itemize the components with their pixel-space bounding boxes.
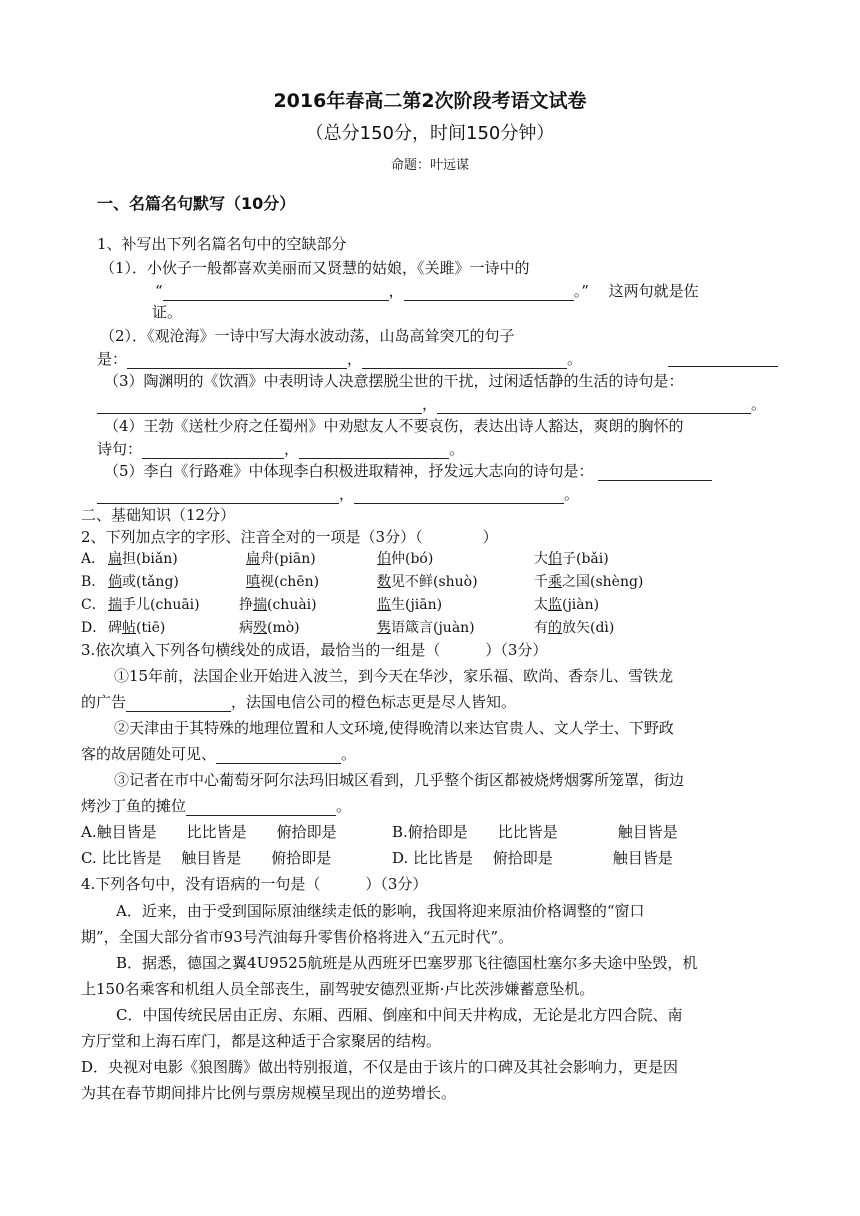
q4-option-b-line1[interactable]: B．据悉，德国之翼4U9525航班是从西班牙巴塞罗那飞往德国杜塞尔多夫途中坠毁，机 [116,954,698,972]
text: 病 [239,620,253,636]
answer-blank[interactable] [186,800,336,816]
q1-p1-line2 [155,281,699,301]
text: 放矢(dì) [562,620,615,636]
option-item [377,549,433,569]
text: 这两句就是佐 [608,282,699,300]
exam-subtitle: （总分150分，时间150分钟） [305,123,555,144]
answer-blank[interactable] [97,398,422,414]
q3-s1-line1: ①15年前，法国企业开始进入波兰，到今天在华沙，家乐福、欧尚、香奈儿、雪铁龙 [114,667,674,685]
q1-p5-line2 [97,484,579,504]
dotted-char: 嗔 [246,574,260,590]
q4-option-a-line2: 期”，全国大部分省市93号汽油每升零售价格将进入“五元时代”。 [81,928,514,946]
dotted-char: 扁 [246,551,260,567]
text: ， [339,485,355,503]
option-item [534,572,643,592]
answer-blank[interactable] [142,443,284,459]
dotted-char: 伯 [377,551,391,567]
text: 挣 [239,597,253,613]
q3-s1-line2 [81,692,516,712]
text: “ [155,282,163,300]
text: 。 [564,485,580,503]
q3-s3-line2 [81,796,351,816]
text: 或(tǎng) [122,574,179,590]
answer-blank[interactable] [362,353,567,369]
text: 生(jiān) [391,597,443,613]
q4-option-b-line2: 上150名乘客和机组人员全部丧生，副驾驶安德烈亚斯·卢比茨涉嫌蓄意坠机。 [81,980,595,998]
text: 视(chēn) [260,574,320,590]
text: 。 [341,745,357,763]
answer-blank[interactable] [668,351,778,367]
answer-blank[interactable] [404,285,574,301]
q1-p1-line1: （1）．小伙子一般都喜欢美丽而又贤慧的姑娘，《关雎》一诗中的 [100,259,530,277]
option-item [108,595,200,615]
answer-blank[interactable] [354,488,564,504]
section1-heading: 一、名篇名句默写（10分） [97,194,296,213]
text: 舟(piān) [260,551,316,567]
q1-p1-line3: 证。 [152,303,183,321]
dotted-char: 倘 [108,574,122,590]
option-item [534,549,609,569]
option-item [239,618,300,638]
exam-title: 2016年春高二第2次阶段考语文试卷 [273,90,587,112]
q4-option-d-line1[interactable]: D．央视对电影《狼图腾》做出特别报道，不仅是由于该片的口碑及其社会影响力，更是因 [81,1058,679,1076]
q3-option-a[interactable]: A.触目皆是 比比皆是 俯拾即是 [81,823,337,841]
q1-p3-line2 [97,394,766,414]
text: 诗句： [97,440,143,458]
text: 手儿(chuāi) [122,597,200,613]
dotted-char: 扁 [108,551,122,567]
text: 太 [534,597,548,613]
q1-p4-line1: （4）王勃《送杜少府之任蜀州》中劝慰友人不要哀伤，表达出诗人豁达，爽朗的胸怀的 [104,417,684,435]
text: （5）李白《行路难》中体现李白积极进取精神，抒发远大志向的诗句是： [104,462,594,480]
text: 之国(shèng) [562,574,644,590]
option-item [246,549,316,569]
option-item [377,572,478,592]
q3-option-d[interactable]: D. 比比皆是 俯拾即是 触目皆是 [392,849,673,867]
q4-option-a-line1[interactable]: A．近来，由于受到国际原油继续走低的影响，我国将迎来原油价格调整的“窗口 [116,902,645,920]
option-item [108,572,179,592]
text: 碑 [108,620,122,636]
text: (chuài) [267,597,317,613]
q4-stem: 4.下列各句中，没有语病的一句是（ ）（3分） [81,875,428,893]
dotted-char: 监 [548,597,562,613]
option-item [108,549,178,569]
q1-p5-line1 [104,461,712,481]
q2-stem: 2、下列加点字的字形、注音全对的一项是（3分）（ ） [81,528,498,546]
dotted-char: 乘 [548,574,562,590]
text: 。 [449,440,465,458]
answer-blank[interactable] [598,465,712,481]
answer-blank[interactable] [216,748,341,764]
answer-blank[interactable] [126,696,231,712]
option-letter: C． [81,597,106,613]
answer-blank[interactable] [437,398,751,414]
exam-author: 命题：叶远谋 [390,158,469,173]
option-item [377,618,475,638]
q3-s2-line2 [81,744,356,764]
option-item [534,618,614,638]
dotted-char: 揣 [253,597,267,613]
dotted-char: 伯 [548,551,562,567]
q3-s2-line1: ②天津由于其特殊的地理位置和人文环境,使得晚清以来达官贵人、文人学士、下野政 [114,719,674,737]
text: 担(biǎn) [122,551,178,567]
q1-p2-line1: （2）．《观沧海》一诗中写大海水波动荡，山岛高耸突兀的句子 [100,327,515,345]
text: 见不鲜(shuò) [391,574,478,590]
text: ， [388,282,404,300]
text: 的广告 [81,693,127,711]
text: 有 [534,620,548,636]
text: (tiē) [136,620,166,636]
option-letter: A． [81,551,106,567]
dotted-char: 监 [377,597,391,613]
option-item [377,595,442,615]
text: ， [347,350,363,368]
text: 大 [534,551,548,567]
q4-option-c-line1[interactable]: C．中国传统民居由正房、东厢、西厢、倒座和中间天井构成，无论是北方四合院、南 [116,1006,683,1024]
option-letter: D． [81,620,107,636]
option-item [108,618,165,638]
dotted-char: 的 [548,620,562,636]
answer-blank[interactable] [97,488,339,504]
answer-blank[interactable] [127,353,347,369]
text: 。 [336,797,352,815]
text: 仲(bó) [391,551,434,567]
dotted-char: 帖 [122,620,136,636]
q3-s3-line1: ③记者在市中心葡萄牙阿尔法玛旧城区看到，几乎整个街区都被烧烤烟雾所笼罩，街边 [114,771,685,789]
text: 语箴言(juàn) [391,620,475,636]
option-letter: B． [81,574,106,590]
option-item [534,595,599,615]
text: 。 [567,350,583,368]
answer-blank[interactable] [163,285,389,301]
dotted-char: 殁 [253,620,267,636]
text: ， [284,440,300,458]
section2-heading: 二、基础知识（12分） [81,506,236,524]
text: ， [422,395,438,413]
dotted-char: 隽 [377,620,391,636]
text: ，法国电信公司的橙色标志更是尽人皆知。 [231,693,517,711]
text: (jiàn) [562,597,600,613]
text: 是： [97,350,128,368]
q1-stem: 1、补写出下列名篇名句中的空缺部分 [97,235,347,253]
q1-p4-line2 [97,439,464,459]
text: 烤沙丁鱼的摊位 [81,797,187,815]
answer-blank[interactable] [299,443,449,459]
option-item [239,595,317,615]
q3-stem: 3.依次填入下列各句横线处的成语，最恰当的一组是（ ）（3分） [81,641,548,659]
q1-p3-line1: （3）陶渊明的《饮酒》中表明诗人决意摆脱尘世的干扰，过闲适恬静的生活的诗句是： [104,372,684,390]
text: 。 [751,395,767,413]
text: 千 [534,574,548,590]
text: 子(bǎi) [562,551,609,567]
q4-option-c-line2: 方厅堂和上海石库门，都是这种适于合家聚居的结构。 [81,1032,442,1050]
text: 。” [573,282,589,300]
q3-option-b[interactable]: B.俯拾即是 比比皆是 触目皆是 [392,823,678,841]
option-item [246,572,319,592]
text: 客的故居随处可见、 [81,745,217,763]
q3-option-c[interactable]: C. 比比皆是 触目皆是 俯拾即是 [81,849,332,867]
q1-p2-line2 [97,349,582,369]
dotted-char: 数 [377,574,391,590]
text: (mò) [267,620,300,636]
dotted-char: 揣 [108,597,122,613]
q4-option-d-line2: 为其在春节期间排片比例与票房规模呈现出的逆势增长。 [81,1084,457,1102]
